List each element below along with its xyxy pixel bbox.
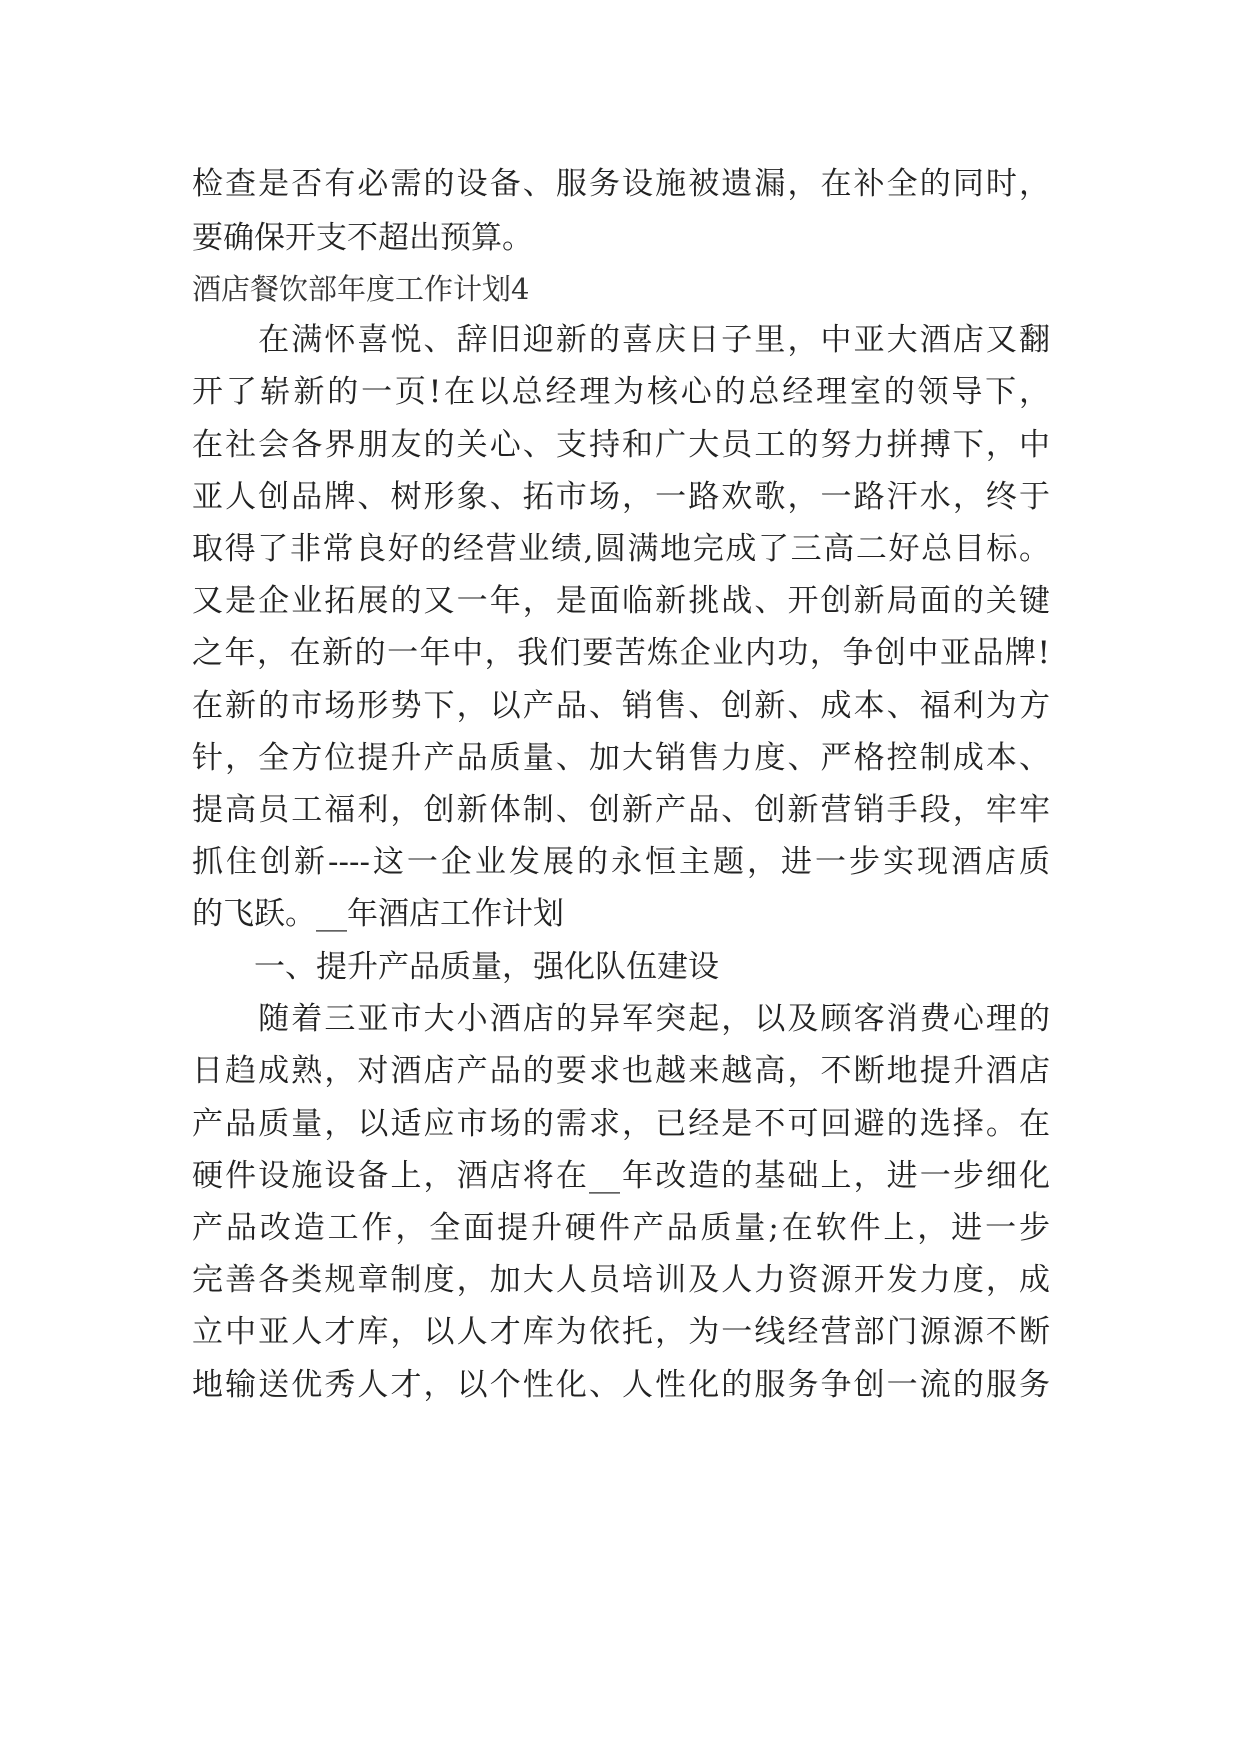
body-text-line: 抓住创新----这一企业发展的永恒主题，进一步实现酒店质 (192, 844, 1050, 880)
body-text-line: 要确保开支不超出预算。 (192, 220, 533, 256)
body-text-line: 日趋成熟，对酒店产品的要求也越来越高，不断地提升酒店 (192, 1053, 1050, 1089)
section-heading: 酒店餐饮部年度工作计划4 (192, 272, 530, 306)
body-text-line: 硬件设施设备上，酒店将在__年改造的基础上，进一步细化 (192, 1158, 1050, 1194)
body-text-line: 产品质量，以适应市场的需求，已经是不可回避的选择。在 (192, 1106, 1050, 1142)
subsection-heading: 一、提升产品质量，强化队伍建设 (192, 949, 719, 985)
body-text-line: 的飞跃。__年酒店工作计划 (192, 896, 564, 932)
body-text-line: 随着三亚市大小酒店的异军突起，以及顾客消费心理的 (192, 1001, 1050, 1037)
body-text-line: 取得了非常良好的经营业绩,圆满地完成了三高二好总目标。 (192, 531, 1050, 567)
body-text-line: 完善各类规章制度，加大人员培训及人力资源开发力度，成 (192, 1262, 1050, 1298)
body-text-line: 检查是否有必需的设备、服务设施被遗漏，在补全的同时， (192, 166, 1050, 202)
body-text-line: 在社会各界朋友的关心、支持和广大员工的努力拼搏下，中 (192, 427, 1050, 463)
body-text-line: 针，全方位提升产品质量、加大销售力度、严格控制成本、 (192, 740, 1050, 776)
body-text-line: 立中亚人才库，以人才库为依托，为一线经营部门源源不断 (192, 1314, 1050, 1350)
body-text-line: 提高员工福利，创新体制、创新产品、创新营销手段，牢牢 (192, 792, 1050, 828)
body-text-line: 亚人创品牌、树形象、拓市场，一路欢歌，一路汗水，终于 (192, 479, 1050, 515)
body-text-line: 地输送优秀人才，以个性化、人性化的服务争创一流的服务 (192, 1367, 1050, 1403)
body-text-line: 产品改造工作，全面提升硬件产品质量;在软件上，进一步 (192, 1210, 1050, 1246)
body-text-line: 在满怀喜悦、辞旧迎新的喜庆日子里，中亚大酒店又翻 (192, 322, 1050, 358)
body-text-line: 又是企业拓展的又一年，是面临新挑战、开创新局面的关键 (192, 583, 1050, 619)
body-text-line: 之年，在新的一年中，我们要苦炼企业内功，争创中亚品牌! (192, 635, 1050, 671)
body-text-line: 开了崭新的一页!在以总经理为核心的总经理室的领导下， (192, 374, 1050, 410)
body-text-line: 在新的市场形势下，以产品、销售、创新、成本、福利为方 (192, 688, 1050, 724)
